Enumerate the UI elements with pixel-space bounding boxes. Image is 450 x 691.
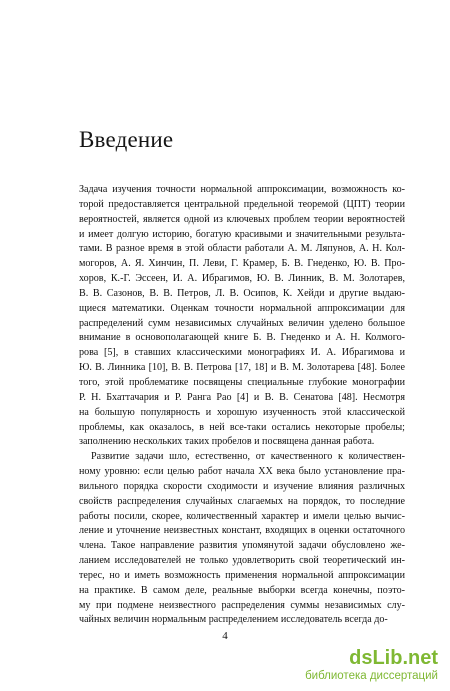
text-line: ланием исследователей не только удовлетворить свой теоретический ин- bbox=[79, 555, 405, 567]
text-line: рова [5], в ставших классическими монографиях И. А. Ибрагимова и bbox=[79, 347, 405, 359]
text-line: Развитие задачи шло, естественно, от качественного к количествен- bbox=[91, 451, 405, 463]
watermark-logo: dsLib.net bbox=[349, 647, 438, 669]
text-line: му при подмене неизвестного распределения суммы независимых слу- bbox=[79, 599, 405, 611]
text-line: заполнению нескольких таких пробелов и посвящена данная работа. bbox=[79, 436, 375, 448]
text-line: вероятностей, является одной из ключевых проблем теории вероятностей bbox=[79, 213, 405, 225]
text-line: на большую популярность и хорошую изученность этой классической bbox=[79, 406, 405, 418]
watermark bbox=[305, 647, 438, 683]
text-line: терес, но и иметь возможность применения нормальной аппроксимации bbox=[79, 569, 405, 581]
text-line: члена. Такое направление развития упомянутой задачи обусловлено же- bbox=[79, 540, 405, 552]
text-line: свойств распределения случайных слагаемых на порядок, то последние bbox=[79, 495, 405, 507]
text-line: распределений сумм независимых случайных величин уделено большое bbox=[79, 317, 405, 329]
text-line: и имеет долгую историю, богатую красивыми и значительными результа- bbox=[79, 228, 405, 240]
text-line: В. В. Сазонов, В. В. Петров, Л. В. Осипов, К. Хейди и другие выдаю- bbox=[79, 287, 405, 299]
text-line: торой предоставляется центральной предельной теоремой (ЦПТ) теории bbox=[79, 198, 405, 210]
text-line: чайных величин нормальным распределением исследователь всегда до- bbox=[79, 614, 388, 626]
text-line: вильного порядка скорости сходимости и изучение влияния различных bbox=[79, 480, 405, 492]
body-text bbox=[79, 183, 405, 628]
text-line: проблемы, как оказалось, в ней все-таки остались некоторые пробелы; bbox=[79, 421, 405, 433]
text-line: работы посили, скорее, количественный характер и имели целью вычис- bbox=[79, 510, 405, 522]
text-line: Задача изучения точности нормальной аппроксимации, возможность ко- bbox=[79, 184, 405, 195]
text-line: Ю. В. Линника [10], В. В. Петрова [17, 18] и В. М. Золотарева [48]. Более bbox=[79, 362, 405, 374]
text-line: внимание в основополагающей книге Б. В. Гнеденко и А. Н. Колмого- bbox=[79, 332, 405, 344]
watermark-subtitle: библиотека диссертаций bbox=[305, 670, 438, 682]
section-heading: Введение bbox=[79, 127, 174, 152]
text-line: ному уровню: если целью работ начала XX века было установление пра- bbox=[79, 466, 405, 478]
text-line: на практике. В самом деле, реальные выборки всегда конечны, поэто- bbox=[79, 584, 405, 596]
page-number: 4 bbox=[222, 630, 228, 642]
text-line: могоров, А. Я. Хинчин, П. Леви, Г. Крамер, Б. В. Гнеденко, Ю. В. Про- bbox=[79, 258, 405, 270]
text-line: ление и уточнение неизвестных констант, входящих в оценки остаточного bbox=[79, 525, 405, 537]
text-line: хоров, К.-Г. Эссеен, И. А. Ибрагимов, Ю. В. Линник, В. М. Золотарев, bbox=[79, 273, 405, 285]
text-line: щиеся математики. Оценкам точности нормальной аппроксимации для bbox=[79, 302, 405, 314]
text-line: тами. В разное время в этой области работали А. М. Ляпунов, А. Н. Кол- bbox=[79, 243, 405, 255]
text-line: того, этой проблематике посвящены специальные глубокие монографии bbox=[79, 376, 405, 388]
text-line: Р. Н. Бхаттачария и Р. Ранга Рао [4] и В. В. Сенатова [48]. Несмотря bbox=[79, 391, 405, 403]
